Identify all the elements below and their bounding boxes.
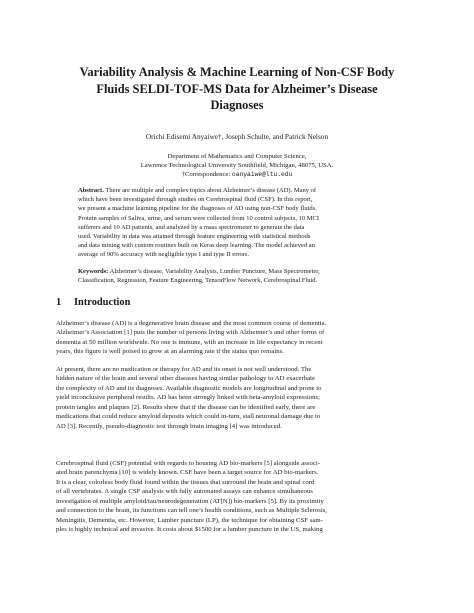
paragraph-line: At present, there are no medication or therapy for AD and its onset is not well understood. The <box>56 366 312 373</box>
abstract-line: sufferers and 10 AD patients, and analyzed by a mass spectrometer to generate the data <box>78 223 305 231</box>
abstract-text: There are multiple and complex topics about Alzheimer’s disease (AD). Many of <box>105 187 317 194</box>
keywords-line <box>78 267 396 276</box>
paragraph <box>56 319 418 357</box>
affiliation-block <box>48 152 426 179</box>
abstract-line: we present a machine learning pipeline for the diagnoses of AD using non-CSF body fluids. <box>78 205 317 213</box>
paragraph-line: AD [3]. Recently, pseudo-diagnostic test through brain imaging [4] was introduced. <box>56 422 282 430</box>
paragraph-line: ated brain parenchyma [10] is widely known. CSF have been a target source for AD bio-markers. <box>56 469 319 477</box>
paragraph <box>56 459 418 535</box>
author-list: Orichi Edisemi Anyaiwe†, Joseph Schulte, and Patrick Nelson <box>145 132 329 141</box>
paragraph-line: yield inconclusive peripheral results. AD has been strongly linked with beta-amyloid expressions; <box>56 394 320 402</box>
abstract-label: Abstract. <box>78 187 104 194</box>
keywords-line: Classification, Regression, Feature Engineering, TensorFlow Network, Cerebrospinal Fluid. <box>78 277 318 285</box>
abstract-line: which have been investigated through studies on Cerebrospinal fluid (CSF). In this report, <box>78 196 313 204</box>
paragraph-line: the complexity of AD and its diagnoses. Available diagnostic models are longitudinal and prone to <box>56 384 322 392</box>
paragraph-line: ples is highly technical and invasive. It costs about $1500 for a lumber puncture in the US, making <box>56 526 323 534</box>
paragraph-line: medications that could reduce amyloid deposits which could in-turn, stall neuronal damage due to <box>56 413 321 421</box>
paragraph-line: protein tangles and plaques [2]. Results show that if the disease can be identified early, there are <box>56 403 316 411</box>
title-line: Diagnoses <box>210 98 264 112</box>
abstract <box>78 186 396 260</box>
title-line: Fluids SELDI-TOF-MS Data for Alzheimer’s Disease <box>96 81 378 96</box>
paragraph-line: Alzheimer’s Association [1] puts the number of persons living with Alzheimer’s and other forms of <box>56 329 325 337</box>
abstract-line <box>78 186 396 195</box>
abstract-line: Protein samples of Saliva, urine, and serum were collected from 10 control subjects, 10 MCI <box>78 214 319 222</box>
abstract-line: average of 90% accuracy with negligible type I and type II errors. <box>78 251 250 259</box>
affiliation-line: Lawrence Technological University Southfield, Michigan, 48075, USA. <box>140 162 334 170</box>
paragraph-line: hidden nature of the brain and several other diseases having similar pathology to AD exacerbate <box>56 375 316 383</box>
paragraph-line: and connection to the brain, its functions can tell one’s health conditions, such as Multiple Sclerosis, <box>56 507 328 515</box>
keywords <box>78 267 396 285</box>
correspondence-line <box>48 170 426 179</box>
paragraph <box>56 365 418 431</box>
section-title: Introduction <box>74 297 131 308</box>
abstract-line: and data mining with custom routines built on Keras deep learning. The model achieved an <box>78 242 315 250</box>
correspondence-email[interactable]: oanyaiwe@ltu.edu <box>231 171 293 179</box>
abstract-line: used. Variability in data was attained through feature engineering with statistical methods <box>78 233 311 241</box>
paragraph-line: years, this figure is well poised to grow at an alarming rate if the status quo remains. <box>56 348 284 356</box>
paragraph-line: Alzheimer’s disease (AD) is a degenerative brain disease and the most common course of dementia. <box>56 320 327 327</box>
paragraph-line: of all vertebrates. A single CSF analysis with fully automated assays can enhance simultaneous <box>56 488 313 496</box>
paragraph-line: dementia at 50 million worldwide. No one is immune, with an increase in life expectancy in recent <box>56 338 323 346</box>
section-number: 1 <box>56 297 62 308</box>
paper-title <box>48 64 426 114</box>
paragraph-line: It is a clear, colorless body fluid found within the tissues that surround the brain and spinal cord <box>56 478 315 486</box>
correspondence-label: †Correspondence: <box>181 171 232 179</box>
title-line: Variability Analysis & Machine Learning of Non-CSF Body <box>79 65 395 79</box>
section-heading <box>56 296 416 309</box>
paragraph-line: Meningitis, Dementia, etc. However, Lumber puncture (LP), the technique for obtaining CSF sam- <box>56 516 323 524</box>
keywords-label: Keywords: <box>78 268 109 275</box>
affiliation-line: Department of Mathematics and Computer Science, <box>167 153 307 160</box>
paragraph-line: investigation of multiple amyloid/tau/neurodegeneration (AT[N]) bio-markers [5]. By its proximity <box>56 497 324 505</box>
paragraph-line: Cerebrospinal fluid (CSF) potential with regards to housing AD bio-markers [5] alongside associ- <box>56 460 320 467</box>
keywords-text: Alzheimer’s disease, Variability Analysis, Lumber Puncture, Mass Spectrometer, <box>109 268 320 275</box>
